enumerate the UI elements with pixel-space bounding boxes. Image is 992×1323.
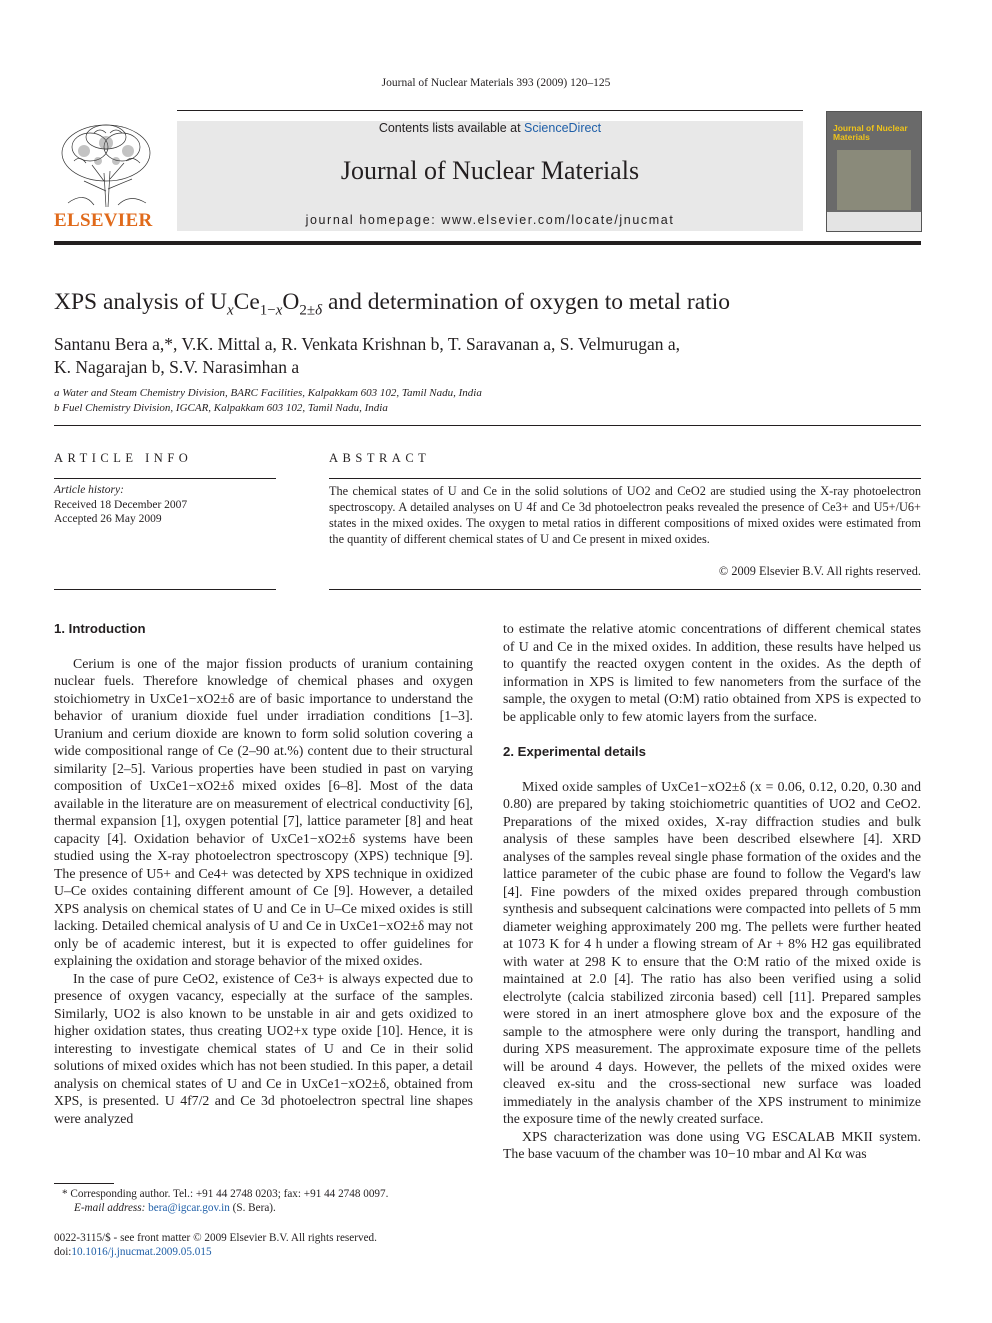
- experimental-paragraph-2: XPS characterization was done using VG ESCALAB MKII system. The base vacuum of the chamber was 10−10 mbar and Al Kα was: [503, 1128, 921, 1161]
- received-date: Received 18 December 2007: [54, 498, 188, 511]
- journal-title: Journal of Nuclear Materials: [340, 156, 640, 185]
- footnotes: [62, 1187, 482, 1215]
- cover-title: Journal of Nuclear Materials: [833, 123, 908, 142]
- affiliation-a: a Water and Steam Chemistry Division, BARC Facilities, Kalpakkam 603 102, Tamil Nadu, India: [54, 387, 482, 399]
- article-info-heading: ARTICLE INFO: [54, 451, 193, 465]
- affiliation-rule: [54, 425, 921, 426]
- footnote-rule: [54, 1183, 114, 1184]
- authors-line-2: K. Nagarajan b, S.V. Narasimhan a: [54, 357, 300, 377]
- author-list: [54, 333, 934, 379]
- contents-prefix: Contents lists available at: [378, 121, 525, 135]
- affiliations: [54, 386, 482, 415]
- right-column: [503, 620, 921, 1163]
- journal-cover-image: [826, 111, 922, 232]
- journal-homepage[interactable]: journal homepage: www.elsevier.com/locate/jnucmat: [305, 213, 675, 227]
- email-line: [62, 1201, 482, 1215]
- intro-paragraph-2: In the case of pure CeO2, existence of Ce3+ is always expected due to presence of oxygen vacancy, especially at the surface of the samples. Similarly, UO2 is also known to be unstable in air and gets oxidized to higher oxidation states, thus creating UO2+x type oxide [10]. Hence, it is interesting to investigate chemical states of U and Ce in their solid solutions of mixed oxides which has not been studied. In this paper, a detail analysis on chemical states of U and Ce in UxCe1−xO2±δ, obtained from XPS, is presented. U 4f7/2 and Ce 3d photoelectron spectral line shapes were analyzed: [54, 970, 473, 1126]
- sciencedirect-link[interactable]: ScienceDirect: [524, 121, 602, 135]
- doi-link[interactable]: 10.1016/j.jnucmat.2009.05.015: [71, 1246, 212, 1258]
- abstract-heading: ABSTRACT: [329, 451, 431, 465]
- cover-footer: [827, 212, 921, 231]
- elsevier-wordmark: ELSEVIER: [54, 210, 153, 231]
- abstract-text: The chemical states of U and Ce in the solid solutions of UO2 and CeO2 are studied using the X-ray photoelectron spectroscopy. A detailed analyses on U 4f and Ce 3d photoelectron peaks revealed the presence of Ce3+ and U5+/U6+ states in the mixed oxides. The oxygen to metal ratios in different compositions of mixed oxides were estimated from the quantity of different chemical states of U and Ce present in mixed oxides.: [329, 484, 921, 546]
- header-thick-rule: [54, 241, 921, 245]
- intro-paragraph-1: Cerium is one of the major fission products of uranium containing nuclear fuels. Therefore knowledge of chemical phases and oxygen stoichiometry in UxCe1−xO2±δ are of basic importance to understand the behavior of uranium dioxide fuel under irradiation conditions [1–3]. Uranium and cerium dioxide are known to form solid solution covering a wide compositional range of Ce (2–90 at.%) content due to their structural similarity [2–5]. Various properties have been studied in past on varying composition of UxCe1−xO2±δ mixed oxides [6–8]. Most of the data available in the literature are on measurement of electrical conductivity [6], thermal expansion [1], oxygen potential [7], lattice parameter [8] and heat capacity [4]. Oxidation behavior of UxCe1−xO2±δ systems have been studied using the X-ray photoelectron spectroscopy (XPS) technique [9]. The presence of U5+ and Ce4+ was detected by XPS technique in oxidized U–Ce oxides containing different amount of Ce [9]. However, a detailed XPS analysis on chemical states of U and Ce in U–Ce mixed oxides is still lacking. Detailed chemical analysis of U and Ce in UxCe1−xO2±δ may not only be of academic interest, but it is expected to offer guidelines for explaining the oxidation and storage behavior of the mixed oxides.: [54, 655, 473, 968]
- accepted-date: Accepted 26 May 2009: [54, 513, 162, 525]
- article-info-rule: [54, 478, 276, 479]
- email-suffix: (S. Bera).: [229, 1202, 276, 1214]
- abstract-copyright: © 2009 Elsevier B.V. All rights reserved.: [718, 564, 921, 578]
- doi-prefix: doi:: [54, 1246, 72, 1258]
- left-column: [54, 620, 473, 1127]
- email-label: E-mail address:: [74, 1202, 149, 1214]
- article-history: [54, 483, 187, 527]
- elsevier-tree-logo-icon: [54, 121, 158, 209]
- section-1-heading: 1. Introduction: [54, 621, 146, 636]
- article-info-bottom-rule: [54, 589, 276, 590]
- cover-illustration: [837, 150, 911, 210]
- abstract-rule: [329, 478, 921, 479]
- intro-paragraph-3: to estimate the relative atomic concentrations of different chemical states of U and Ce in the mixed oxides. In addition, these results have helped us to quantify the reacted oxygen content in the oxides. As the depth of information in XPS is limited to few nanometers from the surface of the sample, the oxygen to metal (O:M) ratio obtained from XPS is expected to be applicable only to few atomic layers from the surface.: [503, 621, 921, 724]
- history-label: Article history:: [54, 484, 124, 496]
- doi-line: [54, 1245, 494, 1259]
- journal-reference: Journal of Nuclear Materials 393 (2009) 120–125: [381, 77, 611, 89]
- affiliation-b: b Fuel Chemistry Division, IGCAR, Kalpakkam 603 102, Tamil Nadu, India: [54, 401, 388, 414]
- contents-line: [177, 121, 803, 135]
- header-rule-top: [177, 110, 803, 111]
- issn-line: 0022-3115/$ - see front matter © 2009 Elsevier B.V. All rights reserved.: [54, 1232, 377, 1244]
- article-title: XPS analysis of $U_xCe_{1-x}O_{2\pm\delta}$ and determination of oxygen to metal ratio: [54, 289, 730, 319]
- corresponding-author: * Corresponding author. Tel.: +91 44 2748 0203; fax: +91 44 2748 0097.: [62, 1188, 389, 1200]
- section-2-heading: 2. Experimental details: [503, 744, 646, 759]
- authors-line-1: Santanu Bera a,*, V.K. Mittal a, R. Venkata Krishnan b, T. Saravanan a, S. Velmurugan a,: [54, 334, 680, 354]
- email-link[interactable]: bera@igcar.gov.in: [148, 1202, 230, 1214]
- experimental-paragraph-1: Mixed oxide samples of UxCe1−xO2±δ (x = 0.06, 0.12, 0.20, 0.30 and 0.80) are prepared by taking stoichiometric quantities of UO2 and CeO2. Preparations of the mixed oxides, X-ray diffraction studies and bulk analysis of these samples have been described elsewhere [4]. XRD analyses of the samples reveal single phase formation of the oxides and the lattice parameter of the cubic phase are found to follow the Vegard's law [4]. Fine powders of the mixed oxides prepared through combustion synthesis and subsequent calcinations were compacted into pellets of 5 mm diameter weighing approximately 200 mg. The pellets were further heated at 1073 K for 4 h under a flowing stream of Ar + 8% H2 gas equilibrated with water at 298 K to ensure that the O:M ratio of the mixed oxide is maintained at 2.0 [4]. The ratio has also been verified using a solid electrolyte (calcia stabilized zirconia based) cell [11]. Prepared samples were stored in an inert atmosphere glove box and the exposure of the sample to the atmosphere were only during the transport, handling and during XPS measurement. The approximate exposure time of the pellets will be around 4 days. However, the pellets of the mixed oxides were cleaved ex-situ and the cross-sectional new surface was loaded immediately in the analysis chamber of the XPS instrument to minimize the exposure time of the newly created surface.: [503, 778, 921, 1126]
- abstract-bottom-rule: [329, 589, 921, 590]
- publication-info: [54, 1231, 494, 1259]
